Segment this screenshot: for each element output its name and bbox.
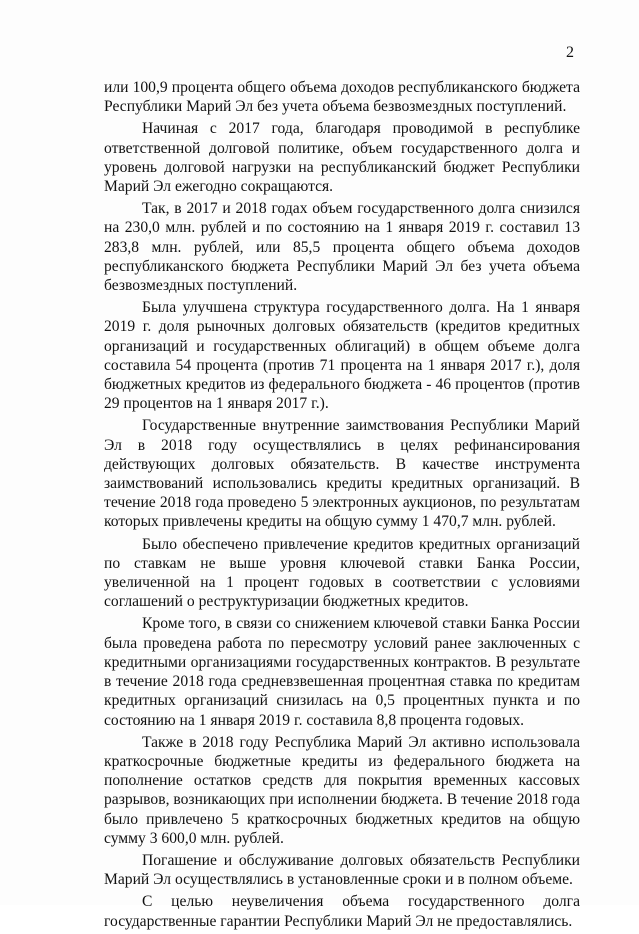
page-number: 2 bbox=[566, 44, 574, 61]
paragraph-7: Кроме того, в связи со снижением ключевой ставки Банка России была проведена работа по пересмотру условий ранее заключенных с кредитными организациями государственных контрактов. В результате в течение 2018 года средневзвешенная процентная ставка по кредитам кредитных организаций снизилась на 0,5 процентных пункта и по состоянию на 1 января 2019 г. составила 8,8 процента годовых. bbox=[104, 615, 580, 729]
document-body bbox=[104, 78, 580, 934]
paragraph-6: Было обеспечено привлечение кредитов кредитных организаций по ставкам не выше уровня ключевой ставки Банка России, увеличенной на 1 процент годовых в соответствии с условиями соглашений о реструктуризации бюджетных кредитов. bbox=[104, 535, 580, 611]
paragraph-1: или 100,9 процента общего объема доходов республиканского бюджета Республики Марий Эл без учета объема безвозмездных поступлений. bbox=[104, 79, 580, 116]
paragraph-9: Погашение и обслуживание долговых обязательств Республики Марий Эл осуществлялись в установленные сроки и в полном объеме. bbox=[104, 851, 580, 889]
paragraph-8: Также в 2018 году Республика Марий Эл активно использовала краткосрочные бюджетные кредиты из федерального бюджета на пополнение остатков средств для покрытия временных кассовых разрывов, возникающих при исполнении бюджета. В течение 2018 года было привлечено 5 краткосрочных бюджетных кредитов на общую сумму 3 600,0 млн. рублей. bbox=[104, 733, 580, 847]
paragraph-2: Начиная с 2017 года, благодаря проводимой в республике ответственной долговой политике, объем государственного долга и уровень долговой нагрузки на республиканский бюджет Республики Марий Эл ежегодно сокращаются. bbox=[104, 120, 580, 196]
paragraph-3: Так, в 2017 и 2018 годах объем государственного долга снизился на 230,0 млн. рублей и по состоянию на 1 января 2019 г. составил 13 283,8 млн. рублей, или 85,5 процента общего объема доходов республиканского бюджета Республики Марий Эл без учета объема безвозмездных поступлений. bbox=[104, 200, 580, 295]
paragraph-4: Была улучшена структура государственного долга. На 1 января 2019 г. доля рыночных долговых обязательств (кредитов кредитных организаций и государственных облигаций) в общем объеме долга составила 54 процента (против 71 процента на 1 января 2017 г.), доля бюджетных кредитов из федерального бюджета - 46 процентов (против 29 процентов на 1 января 2017 г.). bbox=[104, 299, 580, 413]
paragraph-10: С целью неувеличения объема государственного долга государственные гарантии Республики Марий Эл не предоставлялись. bbox=[104, 893, 580, 930]
paragraph-5: Государственные внутренние заимствования Республики Марий Эл в 2018 году осуществлялись в целях рефинансирования действующих долговых обязательств. В качестве инструмента заимствований использовались кредиты кредитных организаций. В течение 2018 года проведено 5 электронных аукционов, по результатам которых привлечены кредиты на общую сумму 1 470,7 млн. рублей. bbox=[104, 417, 580, 531]
